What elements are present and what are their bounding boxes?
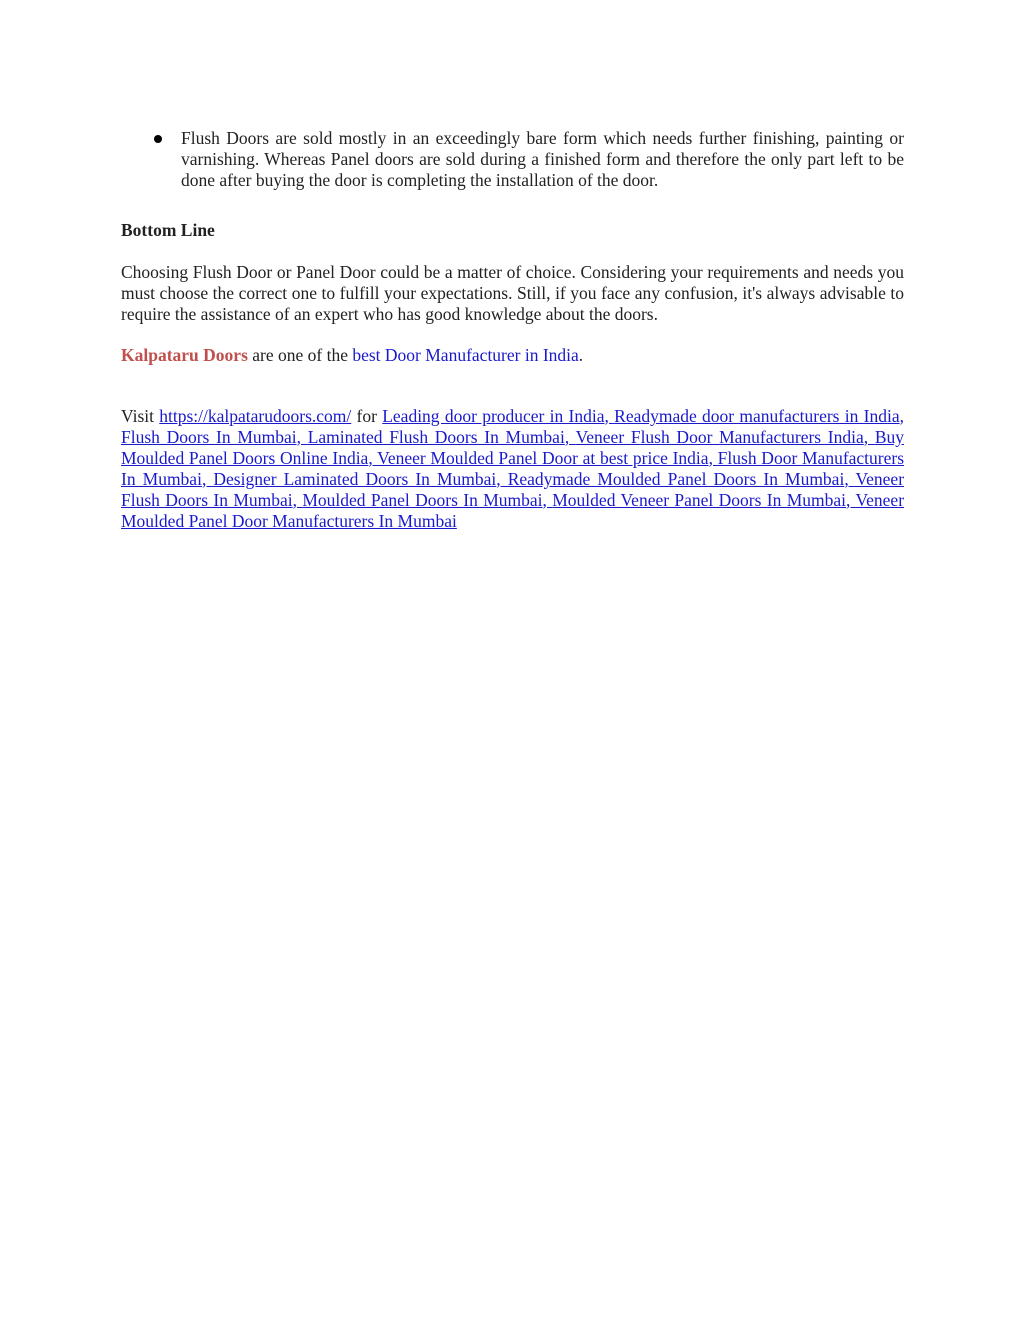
link-separator: , xyxy=(368,448,378,468)
keyword-link[interactable]: Laminated Flush Doors In Mumbai xyxy=(307,427,565,447)
keyword-link[interactable]: Moulded Veneer Panel Doors In Mumbai xyxy=(552,490,847,510)
bullet-list-item xyxy=(121,128,904,191)
best-manufacturer-link[interactable]: best Door Manufacturer in India xyxy=(352,345,579,365)
keyword-link[interactable]: Flush Door Manufacturers In Mumbai xyxy=(121,448,905,489)
intro-end-text: . xyxy=(578,345,584,365)
brand-intro-line xyxy=(121,345,904,366)
keyword-link[interactable]: Designer Laminated Doors In Mumbai xyxy=(213,469,497,489)
keyword-link[interactable]: Moulded Panel Doors In Mumbai xyxy=(302,490,543,510)
keyword-link[interactable]: Veneer Moulded Panel Door Manufacturers In Mumbai xyxy=(121,490,905,531)
visit-paragraph xyxy=(121,406,904,532)
link-separator: , xyxy=(564,427,576,447)
link-separator: , xyxy=(496,469,508,489)
keyword-link[interactable]: Leading door producer in India xyxy=(382,406,605,426)
link-separator: , xyxy=(201,469,214,489)
keyword-link[interactable]: Buy Moulded Panel Doors Online India xyxy=(121,427,905,468)
link-separator: , xyxy=(863,427,875,447)
keyword-link[interactable]: Veneer Flush Door Manufacturers India xyxy=(575,427,864,447)
link-separator: , xyxy=(296,427,308,447)
link-separator: , xyxy=(604,406,615,426)
keyword-link[interactable]: Readymade door manufacturers in India xyxy=(614,406,900,426)
bullet-dot-icon xyxy=(154,135,162,143)
link-separator: , xyxy=(846,490,856,510)
keyword-link[interactable]: Veneer Flush Doors In Mumbai xyxy=(121,469,905,510)
document-page xyxy=(121,128,904,532)
section-heading: Bottom Line xyxy=(121,220,215,240)
brand-name: Kalpataru Doors xyxy=(121,345,248,365)
link-separator: , xyxy=(542,490,553,510)
visit-mid-text: for xyxy=(351,406,383,426)
bottom-line-paragraph: Choosing Flush Door or Panel Door could be a matter of choice. Considering your requirements and needs you must choose the correct one to fulfill your expectations. Still, if you face any confusion, it's always advisable to require the assistance of an expert who has good knowledge about the doors. xyxy=(121,262,904,324)
keyword-link[interactable]: Flush Doors In Mumbai xyxy=(121,427,297,447)
link-separator: , xyxy=(292,490,303,510)
bullet-text: Flush Doors are sold mostly in an exceedingly bare form which needs further finishing, painting or varnishing. Whereas Panel doors are sold during a finished form and therefore the only part left to be done after buying the door is completing the installation of the door. xyxy=(181,128,904,190)
link-separator: , xyxy=(708,448,718,468)
link-separator: , xyxy=(899,406,904,426)
keyword-link[interactable]: Readymade Moulded Panel Doors In Mumbai xyxy=(507,469,845,489)
intro-middle-text: are one of the xyxy=(247,345,353,365)
keyword-link[interactable]: Veneer Moulded Panel Door at best price India xyxy=(377,448,709,468)
visit-prefix-text: Visit xyxy=(121,406,160,426)
link-separator: , xyxy=(844,469,856,489)
website-link[interactable]: https://kalpatarudoors.com/ xyxy=(159,406,352,426)
